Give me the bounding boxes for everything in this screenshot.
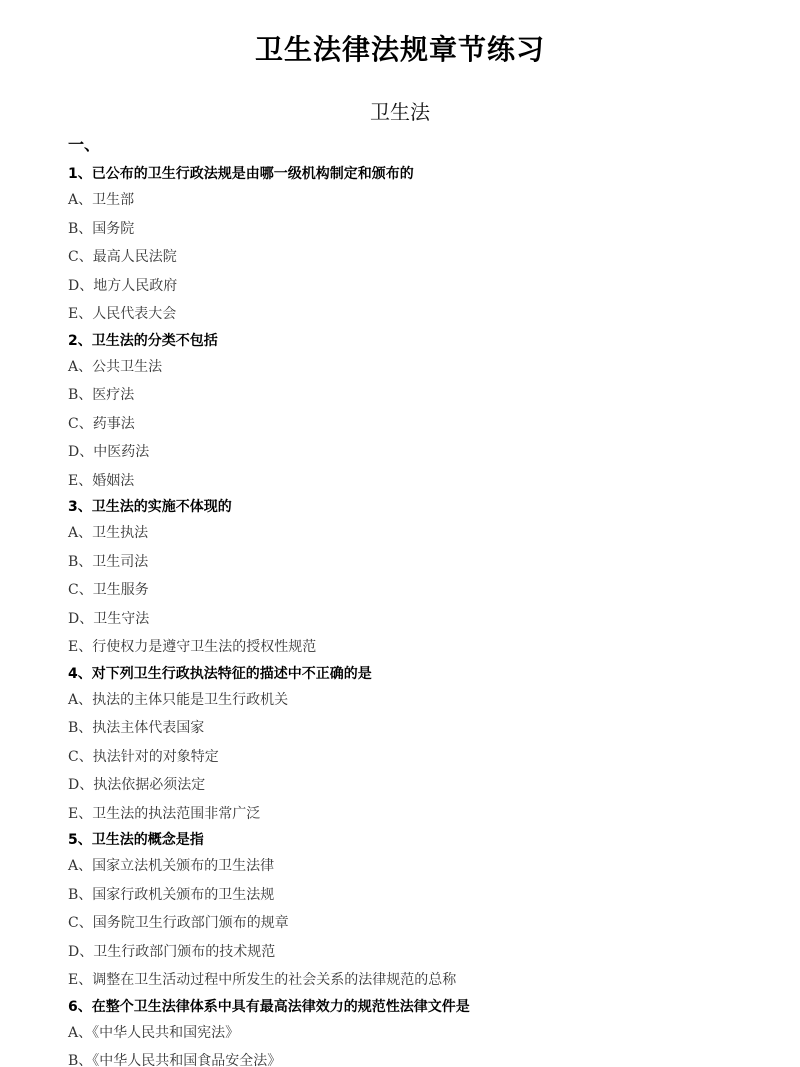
option-d: D、卫生行政部门颁布的技术规范: [68, 943, 276, 960]
question-3: [68, 495, 768, 662]
option-d: D、卫生守法: [68, 610, 150, 627]
option-c: C、执法针对的对象特定: [68, 748, 219, 765]
question-text: 1、已公布的卫生行政法规是由哪一级机构制定和颁布的: [68, 166, 414, 182]
question-text: 6、在整个卫生法律体系中具有最高法律效力的规范性法律文件是: [68, 998, 470, 1015]
question-4: [68, 662, 768, 829]
question-6: [68, 995, 768, 1067]
option-a: A、卫生执法: [68, 525, 149, 541]
option-d: D、中医药法: [68, 444, 150, 460]
document-title: 卫生法律法规章节练习: [254, 33, 545, 66]
question-text: 5、卫生法的概念是指: [68, 832, 204, 848]
option-d: D、地方人民政府: [68, 277, 178, 294]
option-a: A、《中华人民共和国宪法》: [68, 1024, 240, 1041]
question-list: [68, 162, 768, 1067]
option-c: C、药事法: [68, 415, 135, 432]
question-1: [68, 162, 768, 329]
question-text: 2、卫生法的分类不包括: [68, 332, 218, 349]
option-c: C、最高人民法院: [68, 249, 177, 265]
question-text: 3、卫生法的实施不体现的: [68, 499, 232, 515]
option-e: E、人民代表大会: [68, 306, 177, 322]
option-e: E、调整在卫生活动过程中所发生的社会关系的法律规范的总称: [68, 972, 457, 988]
option-e: E、卫生法的执法范围非常广泛: [68, 805, 261, 822]
section-number: 一、: [68, 135, 101, 154]
option-a: A、卫生部: [68, 192, 135, 208]
option-a: A、公共卫生法: [68, 358, 163, 375]
question-text: 4、对下列卫生行政执法特征的描述中不正确的是: [68, 665, 372, 682]
option-b: B、《中华人民共和国食品安全法》: [68, 1053, 282, 1067]
option-d: D、执法依据必须法定: [68, 777, 206, 793]
option-a: A、国家立法机关颁布的卫生法律: [68, 858, 275, 874]
question-2: [68, 329, 768, 496]
option-c: C、国务院卫生行政部门颁布的规章: [68, 915, 289, 931]
option-a: A、执法的主体只能是卫生行政机关: [68, 691, 289, 708]
option-b: B、执法主体代表国家: [68, 720, 205, 736]
option-e: E、行使权力是遵守卫生法的授权性规范: [68, 639, 317, 655]
section-title: 卫生法: [370, 100, 430, 124]
option-b: B、国务院: [68, 220, 135, 237]
question-5: [68, 828, 768, 995]
option-b: B、医疗法: [68, 387, 135, 403]
option-b: B、卫生司法: [68, 553, 149, 570]
option-e: E、婚姻法: [68, 472, 135, 489]
option-b: B、国家行政机关颁布的卫生法规: [68, 886, 275, 903]
option-c: C、卫生服务: [68, 582, 149, 598]
